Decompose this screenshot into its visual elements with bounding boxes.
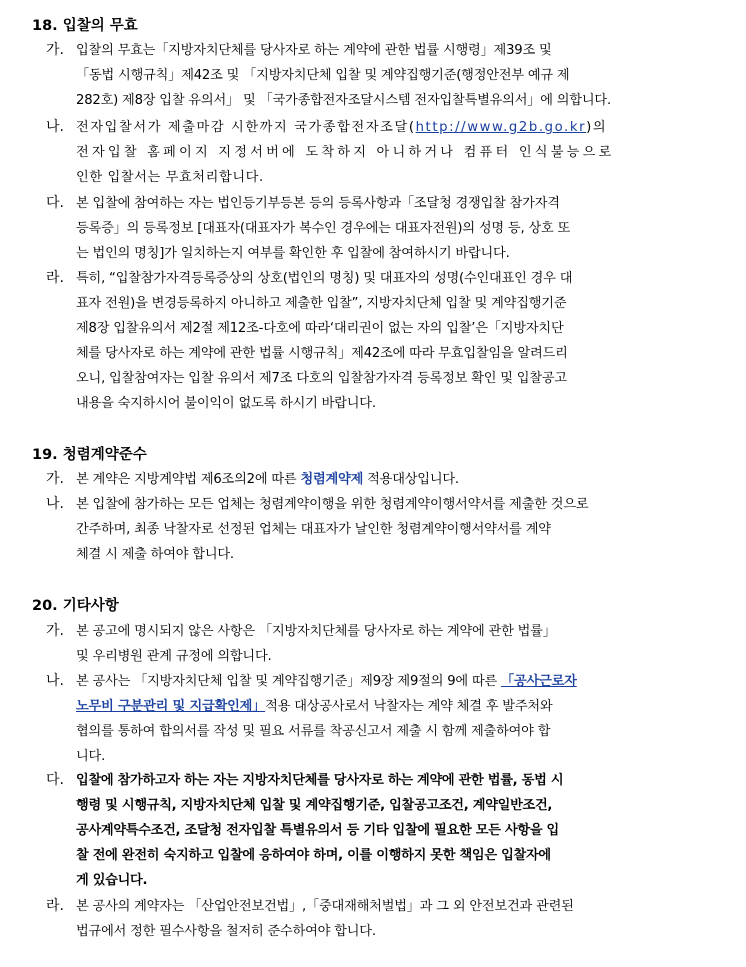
item-marker: 나. bbox=[46, 673, 64, 689]
text-line: 전자입찰 홈페이지 지정서버에 도착하지 아니하거나 컴퓨터 인식불능으로 bbox=[76, 145, 615, 160]
text-line: 「동법 시행규칙」제42조 및 「지방자치단체 입찰 및 계약집행기준(행정안전부 예규 제 bbox=[76, 68, 570, 83]
item-marker: 라. bbox=[46, 898, 64, 914]
text-line: 본 입찰에 참가하는 모든 업체는 청렴계약이행을 위한 청렴계약이행서약서를 제출한 것으로 bbox=[76, 497, 589, 512]
text-line: 게 있습니다. bbox=[76, 873, 148, 888]
item-marker: 나. bbox=[46, 496, 64, 512]
highlight-text: 청렴계약제 bbox=[300, 472, 364, 487]
item-marker: 다. bbox=[46, 195, 64, 211]
highlight-text: 노무비 구분관리 및 지급확인제」 bbox=[76, 699, 266, 714]
section-title-18: 18. 입찰의 무효 bbox=[32, 18, 138, 34]
text-line: 제8장 입찰유의서 제2절 제12조-다호에 따라‘대리권이 없는 자의 입찰’은「지방자치단 bbox=[76, 321, 564, 336]
section-title-19: 19. 청렴계약준수 bbox=[32, 447, 147, 463]
text-line: 내용을 숙지하시어 불이익이 없도록 하시기 바랍니다. bbox=[76, 396, 376, 411]
text-line bbox=[76, 669, 577, 694]
text-line: 간주하며, 최종 낙찰자로 선정된 업체는 대표자가 날인한 청렴계약이행서약서를 계약 bbox=[76, 522, 551, 537]
text-line: 행령 및 시행규칙, 지방자치단체 입찰 및 계약집행기준, 입찰공고조건, 계약일반조건, bbox=[76, 798, 553, 813]
item-marker: 가. bbox=[46, 623, 64, 639]
text-segment: 본 계약은 지방계약법 제6조의2에 따른 bbox=[76, 472, 301, 487]
item-marker: 라. bbox=[46, 270, 64, 286]
text-segment: 본 공사는 「지방자치단체 입찰 및 계약집행기준」제9장 제9절의 9에 따른 bbox=[76, 674, 502, 689]
text-line bbox=[76, 694, 552, 719]
text-line: 입찰의 무효는「지방자치단체를 당사자로 하는 계약에 관한 법률 시행령」제39조 및 bbox=[76, 43, 552, 58]
text-line: 본 입찰에 참여하는 자는 법인등기부등본 등의 등록사항과「조달청 경쟁입찰 참가자격 bbox=[76, 196, 560, 211]
text-segment: )의 bbox=[586, 120, 608, 135]
text-line: 체를 당사자로 하는 계약에 관한 법률 시행규칙」제42조에 따라 무효입찰임을 알려드리 bbox=[76, 346, 568, 361]
text-line: 본 공사의 계약자는 「산업안전보건법」,「중대재해처벌법」과 그 외 안전보건과 관련된 bbox=[76, 899, 574, 914]
text-line: 는 법인의 명칭]가 일치하는지 여부를 확인한 후 입찰에 참여하시기 바랍니다. bbox=[76, 246, 510, 261]
text-line: 법규에서 정한 필수사항을 철저히 준수하여야 합니다. bbox=[76, 924, 376, 939]
text-line: 등록증」의 등록정보 [대표자(대표자가 복수인 경우에는 대표자전원)의 성명 등, 상호 또 bbox=[76, 221, 571, 236]
text-line: 282호) 제8장 입찰 유의서」 및 「국가종합전자조달시스템 전자입찰특별유의서」에 의합니다. bbox=[76, 93, 611, 108]
text-line bbox=[76, 467, 459, 492]
text-segment: 적용 대상공사로서 낙찰자는 계약 체결 후 발주처와 bbox=[265, 699, 553, 714]
text-line: 찰 전에 완전히 숙지하고 입찰에 응하여야 하며, 이를 이행하지 못한 책임은 입찰자에 bbox=[76, 848, 551, 863]
item-marker: 나. bbox=[46, 119, 64, 135]
item-marker: 다. bbox=[46, 772, 64, 788]
text-line: 체결 시 제출 하여야 합니다. bbox=[76, 547, 234, 562]
text-segment: 전자입찰서가 제출마감 시한까지 국가종합전자조달( bbox=[76, 120, 416, 135]
item-marker: 가. bbox=[46, 471, 64, 487]
text-line: 및 우리병원 관계 규정에 의합니다. bbox=[76, 649, 272, 664]
highlight-text: 「공사근로자 bbox=[501, 674, 577, 689]
text-line: 공사계약특수조건, 조달청 전자입찰 특별유의서 등 기타 입찰에 필요한 모든 사항을 입 bbox=[76, 823, 559, 838]
g2b-link[interactable]: http://www.g2b.go.kr bbox=[415, 120, 587, 135]
text-line bbox=[76, 115, 607, 140]
text-line: 본 공고에 명시되지 않은 사항은 「지방자치단체를 당사자로 하는 계약에 관한 법률」 bbox=[76, 624, 556, 639]
text-line: 니다. bbox=[76, 749, 106, 764]
text-line: 오니, 입찰참여자는 입찰 유의서 제7조 다호의 입찰참가자격 등록정보 확인 및 입찰공고 bbox=[76, 371, 567, 386]
text-line: 특히, “입찰참가자격등록증상의 상호(법인의 명칭) 및 대표자의 성명(수인대표인 경우 대 bbox=[76, 271, 573, 286]
text-line: 표자 전원)을 변경등록하지 아니하고 제출한 입찰”, 지방자치단체 입찰 및 계약집행기준 bbox=[76, 296, 567, 311]
text-segment: 적용대상입니다. bbox=[363, 472, 459, 487]
text-line: 협의를 통하여 합의서를 작성 및 필요 서류를 착공신고서 제출 시 함께 제출하여야 합 bbox=[76, 724, 551, 739]
text-line: 인한 입찰서는 무효처리합니다. bbox=[76, 170, 264, 185]
item-marker: 가. bbox=[46, 42, 64, 58]
section-title-20: 20. 기타사항 bbox=[32, 598, 119, 614]
text-line: 입찰에 참가하고자 하는 자는 지방자치단체를 당사자로 하는 계약에 관한 법률, 동법 시 bbox=[76, 773, 564, 788]
